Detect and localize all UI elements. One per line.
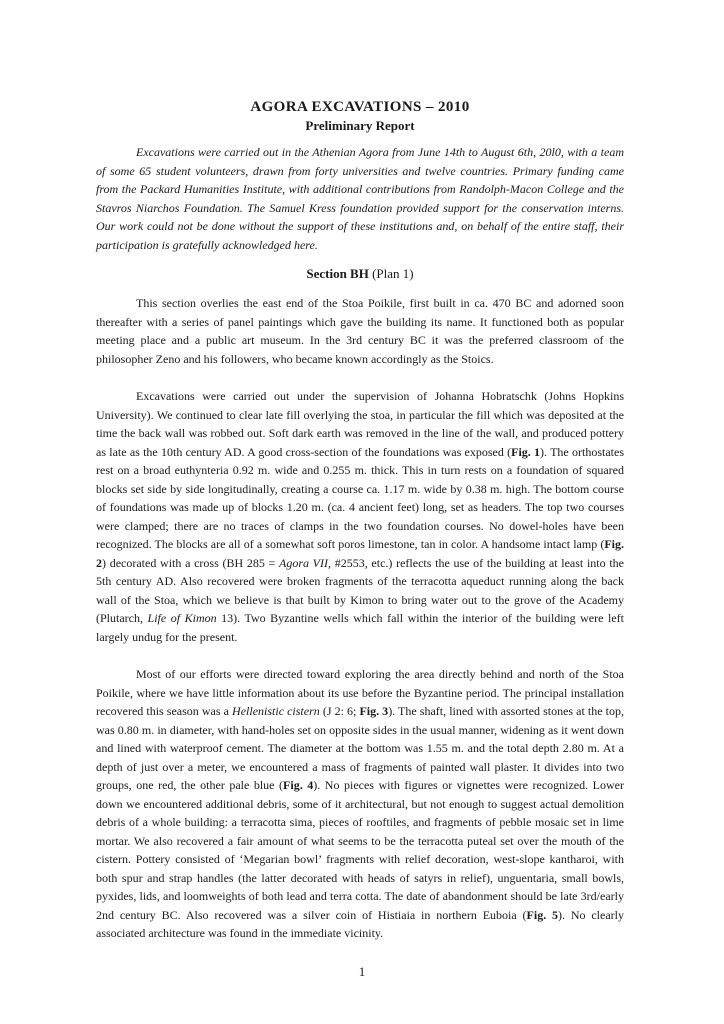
paragraph-cistern <box>96 665 624 943</box>
document-title: AGORA EXCAVATIONS – 2010 <box>250 99 470 115</box>
text-run: ). The shaft, lined with assorted stones at the top, was 0.80 m. in diameter, with hand-holes set on opposite sides in the usual manner, widening as it went down and lined with waterproof cement. The diameter at the bottom was 1.55 m. and the total depth 2.80 m. At a depth of just over a meter, we encountered a mass of fragments of painted wall plaster. It divides into two groups, one red, the other pale blue ( <box>96 704 624 792</box>
text-run: ). No clearly associated architecture was found in the immediate vicinity. <box>96 907 624 940</box>
figure-ref-2: Fig. 2 <box>96 537 624 570</box>
plutarch-citation: Life of Kimon <box>147 611 217 625</box>
agora-citation: Agora VII <box>278 555 329 570</box>
text-run: , #2553, etc.) reflects the use of the building at least into the 5th century AD. Also recovered were broken fragments of the terracotta aqueduct running along the back wall of the Stoa, which we believe is that built by Kimon to bring water out to the grove of the Academy (Plutarch, <box>96 555 624 625</box>
page-number: 1 <box>358 964 366 979</box>
figure-ref-3: Fig. 3 <box>359 704 389 718</box>
cistern-term: Hellenistic cistern <box>232 704 320 718</box>
section-name: Section BH <box>306 266 369 281</box>
text-run: (J 2: 6; <box>319 704 360 718</box>
text-run: 13). Two Byzantine wells which fall within the interior of the building were left largely undug for the present. <box>96 611 624 644</box>
text-run: Most of our efforts were directed toward exploring the area directly behind and north of the Stoa Poikile, where we have little information about its use before the Byzantine period. The principal installation recovered this season was a <box>96 667 624 718</box>
section-heading <box>96 265 624 283</box>
text-run: Excavations were carried out under the supervision of Johanna Hobratschk (Johns Hopkins University). We continued to clear late fill overlying the stoa, in particular the fill which was deposited at the time the back wall was robbed out. Soft dark earth was removed in the line of the wall, and produced pottery as late as the 10th century AD. A good cross-section of the foundations was exposed ( <box>96 389 624 459</box>
figure-ref-1: Fig. 1 <box>511 444 541 459</box>
text-run: ). The orthostates rest on a broad euthynteria 0.92 m. wide and 0.255 m. thick. This in turn rests on a foundation of squared blocks set side by side longitudinally, creating a course ca. 1.17 m. wide by 0.38 m. high. The bottom course of foundations was made up of blocks 1.20 m. (ca. 4 ancient feet) long, set as headers. The top two courses were clamped; there are no traces of clamps in the two foundation courses. No dowel-holes have been recognized. The blocks are all of a somewhat soft poros limestone, tan in color. A handsome intact lamp ( <box>96 444 624 551</box>
text-run: ). No pieces with figures or vignettes were recognized. Lower down we encountered additional debris, some of it architectural, but not enough to suggest actual demolition debris of a whole building: a terracotta sima, pieces of rooftiles, and fragments of pebble mosaic set in lime mortar. We also recovered a fair amount of what seems to be the terracotta puteal set over the mouth of the cistern. Pottery consisted of ‘Megarian bowl’ fragments with relief decoration, west-slope kantharoi, with both spur and strap handles (the latter decorated with heads of satyrs in relief), unguentaria, small bowls, pyxides, lids, and loomweights of both lead and terra cotta. The date of abandonment should be late 3rd/early 2nd century BC. Also recovered was a silver coin of Histiaia in northern Euboia ( <box>96 778 624 922</box>
paragraph-excavations <box>96 387 624 646</box>
document-body <box>96 98 624 943</box>
intro-paragraph: Excavations were carried out in the Athenian Agora from June 14th to August 6th, 20l0, with a team of some 65 student volunteers, drawn from forty universities and twelve countries. Primary funding came from the Packard Humanities Institute, with additional contributions from Randolph-Macon College and the Stavros Niarchos Foundation. The Samuel Kress foundation provided support for the conservation interns. Our work could not be done without the support of these institutions and, on behalf of the entire staff, their participation is gratefully acknowledged here. <box>96 145 624 252</box>
document-subtitle: Preliminary Report <box>305 118 415 133</box>
text-run: ) decorated with a cross (BH 285 = <box>102 555 279 570</box>
section-plan: (Plan 1) <box>372 266 414 281</box>
figure-ref-5: Fig. 5 <box>526 907 559 922</box>
figure-ref-4: Fig. 4 <box>283 778 314 792</box>
paragraph-stoa-poikile: This section overlies the east end of the Stoa Poikile, first built in ca. 470 BC and adorned soon thereafter with a series of panel paintings which gave the building its name. It functioned both as popular meeting place and a public art museum. In the 3rd century BC it was the preferred classroom of the philosopher Zeno and his followers, who became known accordingly as the Stoics. <box>96 296 624 366</box>
